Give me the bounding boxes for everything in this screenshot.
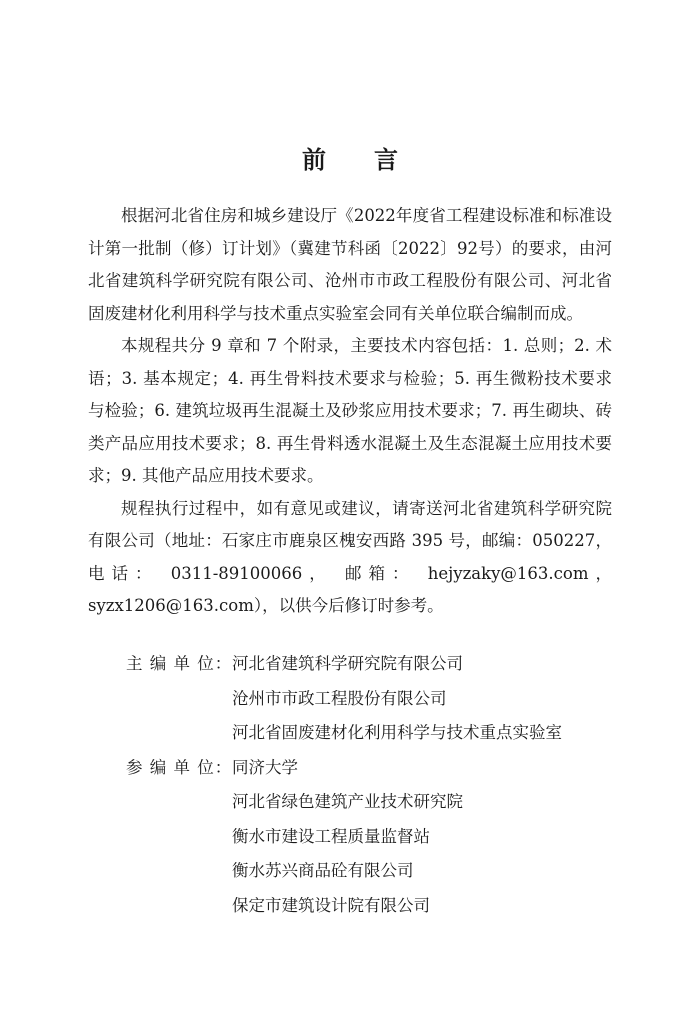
paragraph-contents: 本规程共分 9 章和 7 个附录，主要技术内容包括：1. 总则；2. 术语；3. 基本规定；4. 再生骨料技术要求与检验；5. 再生微粉技术要求与检验；6. 建筑垃圾再生混凝土及砂浆应用技术要求；7. 再生砌块、砖类产品应用技术要求；8. 再生骨料透水混凝土及生态混凝土应用技术要求；9. 其他产品应用技术要求。 xyxy=(88,336,612,485)
title-char-right: 言 xyxy=(374,145,398,174)
participating-unit-name: 同济大学 xyxy=(232,757,298,777)
participating-unit-name: 衡水市建设工程质量监督站 xyxy=(232,826,430,846)
participating-unit-name: 河北省绿色建筑产业技术研究院 xyxy=(232,792,463,811)
title-char-left: 前 xyxy=(302,145,326,174)
participating-unit-name: 衡水苏兴商品砼有限公司 xyxy=(232,861,414,880)
units-list xyxy=(126,647,562,923)
chief-unit-name: 河北省建筑科学研究院有限公司 xyxy=(232,654,463,673)
participating-units-label: 参 编 单 位： xyxy=(126,757,233,777)
page-title xyxy=(0,140,700,175)
paragraph-background: 根据河北省住房和城乡建设厅《2022年度省工程建设标准和标准设计第一批制（修）订计划》（冀建节科函〔2022〕92号）的要求，由河北省建筑科学研究院有限公司、沧州市市政工程股份有限公司、河北省固废建材化利用科学与技术重点实验室会同有关单位联合编制而成。 xyxy=(88,206,612,323)
preface-body xyxy=(88,200,612,623)
chief-unit-name: 河北省固废建材化利用科学与技术重点实验室 xyxy=(232,723,562,742)
chief-unit-name: 沧州市市政工程股份有限公司 xyxy=(232,688,447,708)
participating-units-section xyxy=(126,751,562,924)
chief-units-label: 主 编 单 位： xyxy=(126,654,233,673)
participating-unit-name: 保定市建筑设计院有限公司 xyxy=(232,895,430,915)
paragraph-contact: 规程执行过程中，如有意见或建议，请寄送河北省建筑科学研究院有限公司（地址：石家庄市鹿泉区槐安西路 395 号，邮编：050227， 电话： 0311-89100066， 邮箱： hejyzaky@163.com，syzx1206@163.com），以供今后修订时参考。 xyxy=(88,498,612,615)
chief-units-section xyxy=(126,647,562,751)
